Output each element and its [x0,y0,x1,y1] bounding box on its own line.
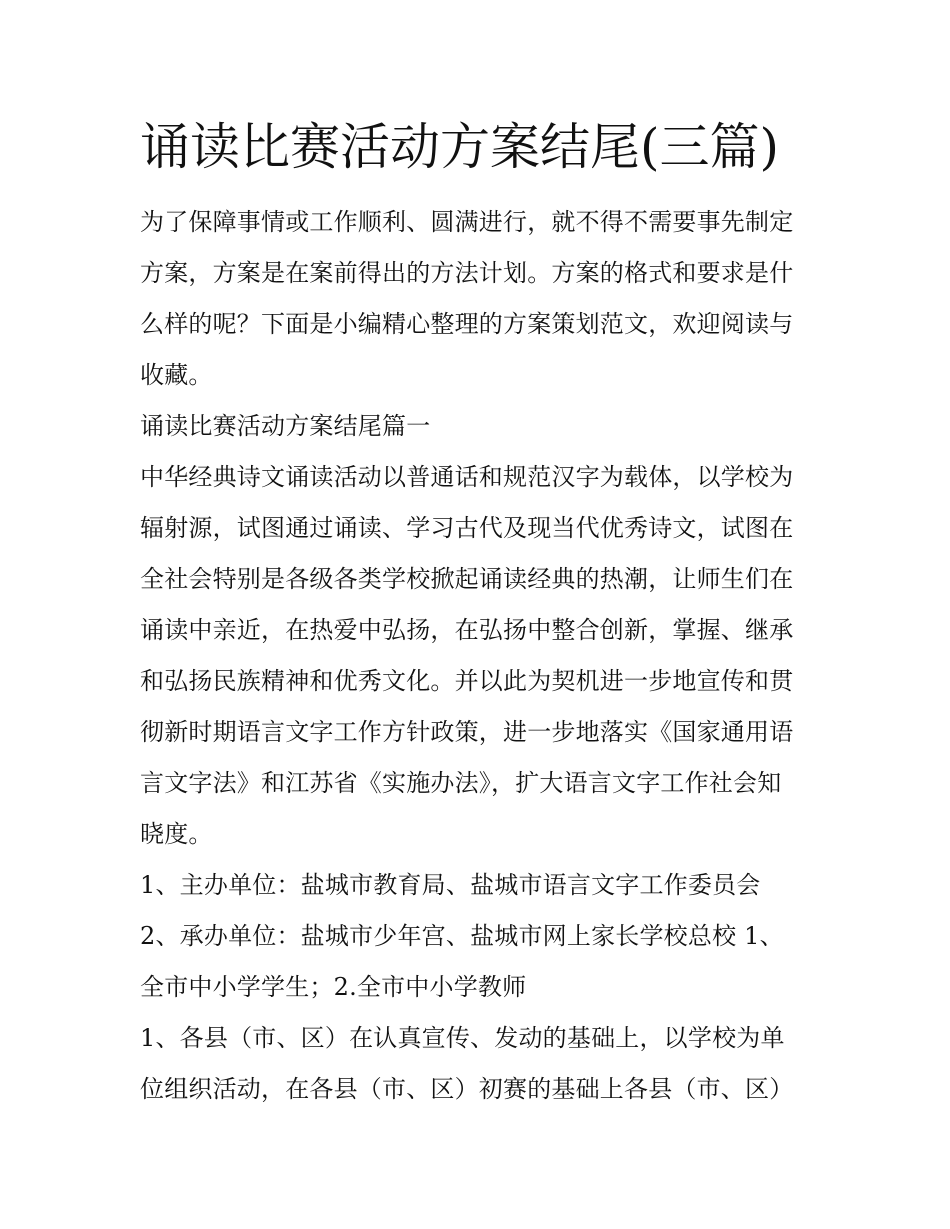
organizer-line: 1、主办单位：盐城市教育局、盐城市语言文字工作委员会 [140,871,761,899]
body-line-5: 和弘扬民族精神和优秀文化。并以此为契机进一步地宣传和贯 [140,667,794,695]
intro-line-4: 收藏。 [140,361,213,389]
body-line-1: 中华经典诗文诵读活动以普通话和规范汉字为载体，以学校为 [140,463,794,491]
intro-line-2: 方案，方案是在案前得出的方法计划。方案的格式和要求是什 [140,259,794,287]
body-line-2: 辐射源，试图通过诵读、学习古代及现当代优秀诗文，试图在 [140,514,794,542]
procedure-line-1: 1、各县（市、区）在认真宣传、发动的基础上，以学校为单 [140,1024,785,1052]
procedure-line-2: 位组织活动，在各县（市、区）初赛的基础上各县（市、区） [140,1075,794,1103]
participants-line: 全市中小学学生；2.全市中小学教师 [140,973,527,1001]
intro-line-1: 为了保障事情或工作顺利、圆满进行，就不得不需要事先制定 [140,208,794,236]
body-line-7: 言文字法》和江苏省《实施办法》，扩大语言文字工作社会知 [140,769,782,797]
body-line-3: 全社会特别是各级各类学校掀起诵读经典的热潮，让师生们在 [140,565,794,593]
co-organizer-line: 2、承办单位：盐城市少年宫、盐城市网上家长学校总校 1、 [140,922,784,950]
body-line-4: 诵读中亲近，在热爱中弘扬，在弘扬中整合创新，掌握、继承 [140,616,794,644]
body-line-8: 晓度。 [140,820,213,848]
body-line-6: 彻新时期语言文字工作方针政策，进一步地落实《国家通用语 [140,718,794,746]
document-title: 诵读比赛活动方案结尾(三篇) [140,118,780,176]
section-heading: 诵读比赛活动方案结尾篇一 [140,412,431,440]
intro-line-3: 么样的呢？下面是小编精心整理的方案策划范文，欢迎阅读与 [140,310,794,338]
